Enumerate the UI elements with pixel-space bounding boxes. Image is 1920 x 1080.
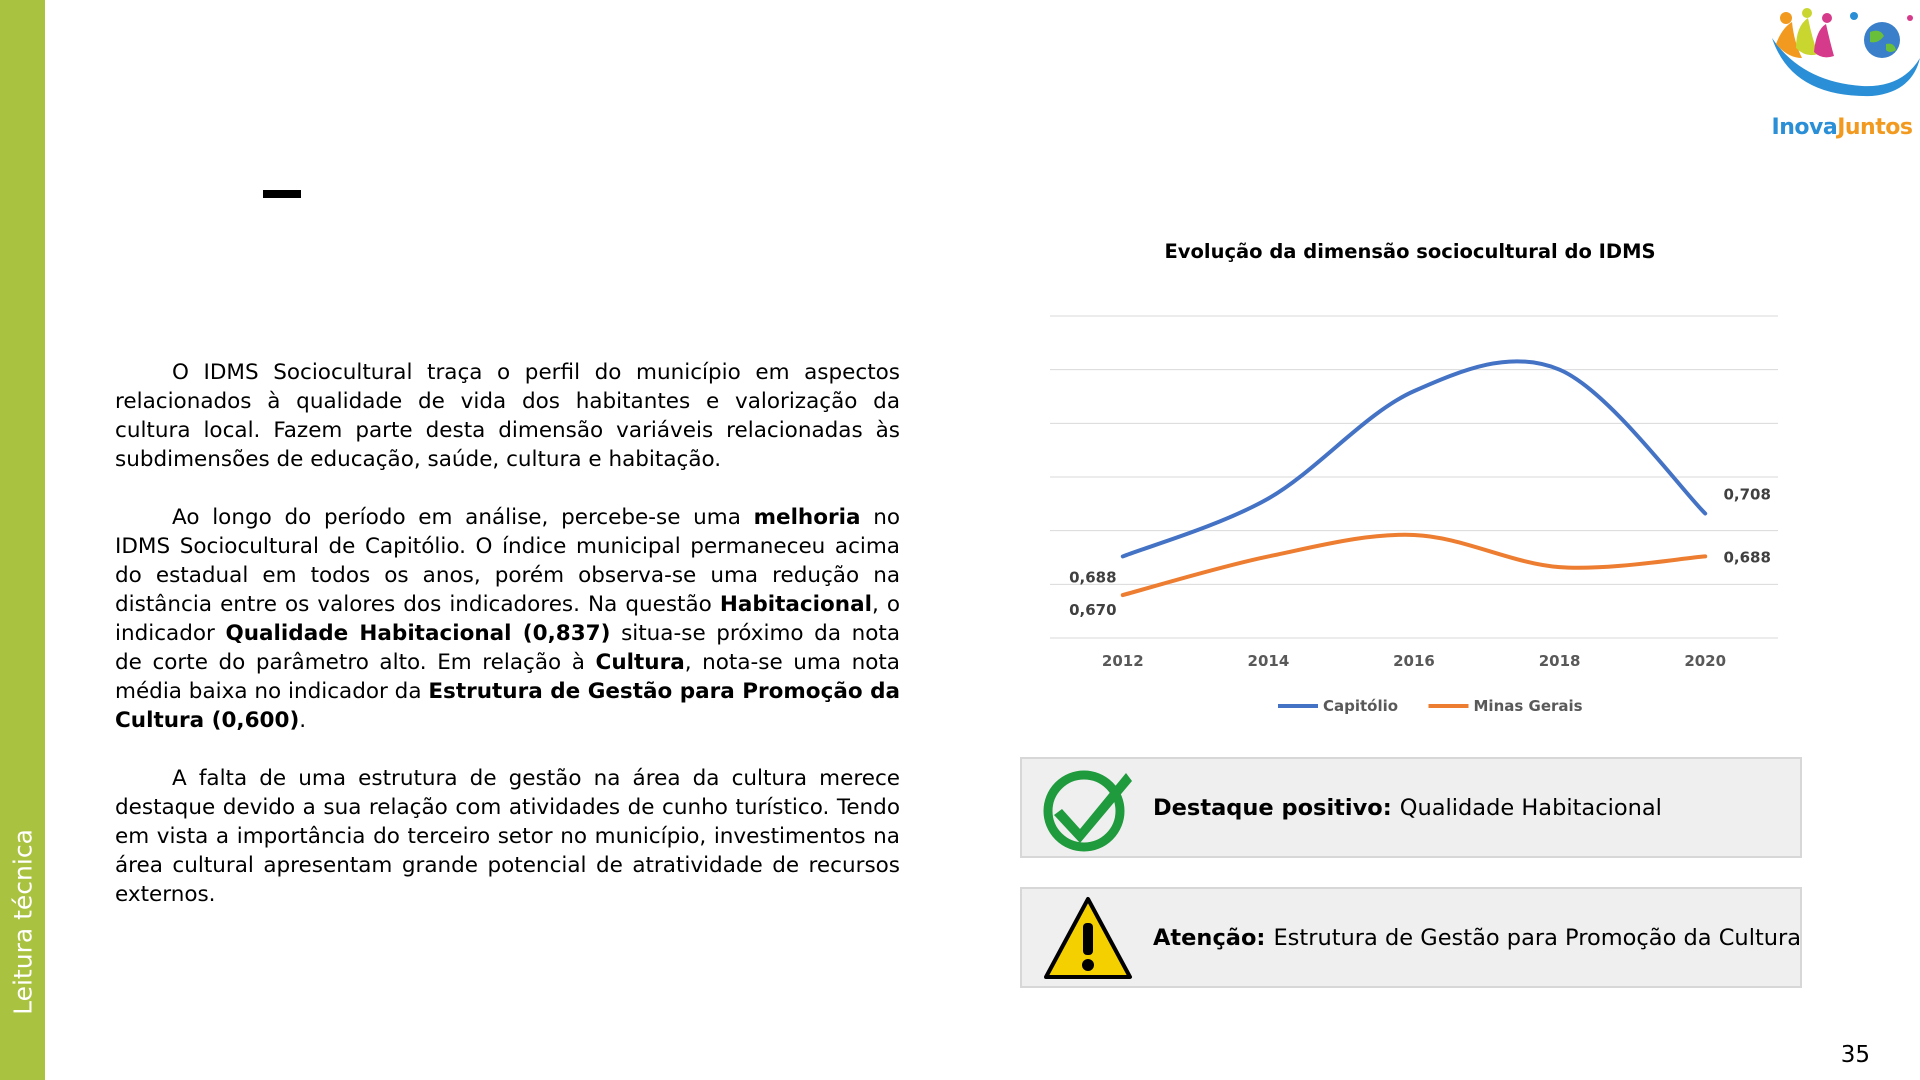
x-tick-label: 2012 — [1101, 652, 1144, 670]
attention-text — [1153, 889, 1801, 986]
line-chart — [1030, 280, 1810, 720]
legend-label: Minas Gerais — [1473, 697, 1583, 715]
p2-text-i: , nota-se uma nota média baixa no indicador da — [115, 650, 900, 704]
body-text — [115, 358, 900, 938]
p2-text-g: situa-se próximo da nota de corte do parâmetro alto. Em relação à — [115, 621, 900, 675]
positive-label: Destaque positivo: — [1153, 794, 1392, 821]
p2-bold-habitacional: Habitacional — [719, 592, 872, 617]
attention-label: Atenção: — [1153, 924, 1266, 951]
p2-text-e: , o indicador — [115, 592, 901, 646]
page-number: 35 — [1840, 1042, 1870, 1068]
warning-icon — [1040, 893, 1136, 983]
side-label-text: Leitura técnica — [8, 829, 37, 1015]
data-label: 0,670 — [1069, 601, 1117, 620]
logo — [1762, 8, 1920, 140]
logo-text — [1762, 115, 1920, 140]
paragraph-1: O IDMS Sociocultural traça o perfil do município em aspectos relacionados à qualidade de vida dos habitantes e valorização da cultura local. Fazem parte desta dimensão variáveis relacionadas às subdimensões de educação, saúde, cultura e habitação. — [115, 360, 900, 472]
p2-bold-estrutura: Estrutura de Gestão para Promoção da Cultura (0,600) — [115, 679, 900, 733]
p2-text-a: Ao longo do período em análise, percebe-se uma — [172, 505, 754, 530]
logo-text-inova: Inova — [1771, 115, 1838, 140]
attention-value: Estrutura de Gestão para Promoção da Cultura — [1273, 924, 1802, 951]
chart-title: Evolução da dimensão sociocultural do IDMS — [1164, 240, 1656, 263]
positive-value: Qualidade Habitacional — [1399, 794, 1662, 821]
p2-bold-cultura: Cultura — [595, 650, 685, 675]
logo-text-juntos: Juntos — [1837, 115, 1913, 140]
positive-highlight-text — [1153, 759, 1662, 856]
x-tick-label: 2014 — [1247, 652, 1290, 670]
x-tick-label: 2018 — [1538, 652, 1581, 670]
attention-box — [1020, 887, 1802, 988]
paragraph-3: A falta de uma estrutura de gestão na área da cultura merece destaque devido a sua relação com atividades de cunho turístico. Tendo em vista a importância do terceiro setor no município, investimentos na área cultural apresentam grande potencial de atratividade de recursos externos. — [115, 766, 900, 907]
p2-text-k: . — [299, 708, 307, 733]
x-tick-label: 2016 — [1393, 652, 1435, 670]
logo-icon — [1762, 8, 1920, 113]
p2-bold-melhoria: melhoria — [753, 505, 861, 530]
data-label: 0,688 — [1723, 548, 1771, 567]
data-label: 0,708 — [1723, 485, 1771, 504]
p2-bold-qualidade: Qualidade Habitacional (0,837) — [225, 621, 611, 646]
check-icon — [1040, 763, 1136, 853]
side-label — [0, 802, 45, 1042]
positive-highlight-box — [1020, 757, 1802, 858]
p2-text-c: no IDMS Sociocultural de Capitólio. O índice municipal permaneceu acima do estadual em todos os anos, porém observa-se uma redução na distância entre os valores dos indicadores. Na questão — [115, 505, 900, 617]
legend-label: Capitólio — [1323, 697, 1399, 715]
data-label: 0,688 — [1069, 568, 1117, 587]
series-line-capitolio — [1123, 361, 1705, 556]
series-line-minas-gerais — [1123, 535, 1705, 595]
x-tick-label: 2020 — [1684, 652, 1727, 670]
paragraph-2 — [115, 503, 900, 735]
title-dash — [263, 190, 301, 198]
